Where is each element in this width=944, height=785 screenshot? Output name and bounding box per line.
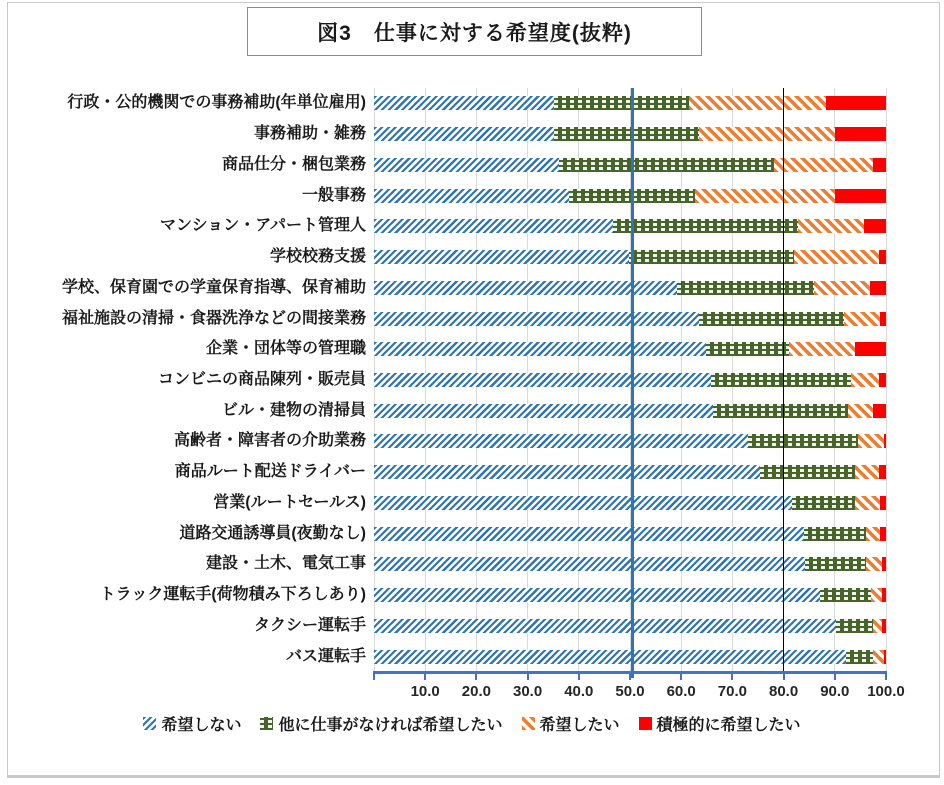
bar-segment [374,158,559,172]
bar-segment [846,650,874,664]
bar-segment [873,619,882,633]
category-label: 事務補助・雑務 [253,125,366,143]
bar-row [374,434,886,448]
bar-segment [792,496,854,510]
category-label: 営業(ルートセールス) [213,493,366,511]
bar-segment [884,434,886,448]
bar-segment [374,373,711,387]
bar-segment [629,250,794,264]
bar-segment [760,465,855,479]
bar-segment [855,465,879,479]
bar-segment [870,281,886,295]
legend-label: 希望したい [539,717,620,734]
bar-segment [374,434,748,448]
x-tick-label: 90.0 [820,683,850,700]
bar-segment [826,96,886,110]
bar-row [374,158,886,172]
category-label: 企業・団体等の管理職 [205,340,366,358]
x-tick-label: 80.0 [768,683,799,700]
bar-row [374,281,886,295]
bar-segment [804,527,866,541]
bar-segment [374,189,569,203]
bar-row [374,373,886,387]
bar-segment [880,527,886,541]
bar-segment [774,158,873,172]
bar-segment [882,557,886,571]
axis-tick [834,673,836,680]
bar-segment [884,650,886,664]
reference-line-blue [631,88,634,678]
category-label: 行政・公的機関での事務補助(年単位雇用) [67,94,366,112]
bar-segment [374,527,804,541]
bar-segment [695,189,835,203]
bar-segment [855,342,886,356]
bar-row [374,250,886,264]
legend-swatch-icon [522,717,535,730]
category-label: 商品仕分・梱包業務 [221,155,366,173]
axis-tick [578,673,580,680]
bar-segment [848,404,874,418]
bar-segment [864,219,886,233]
bar-segment [554,96,690,110]
bar-row [374,404,886,418]
bar-segment [374,465,760,479]
bar-segment [689,96,825,110]
bar-segment [374,650,846,664]
category-label: 商品ルート配送ドライバー [174,463,366,481]
x-tick-label: 40.0 [564,683,594,700]
category-label: コンビニの商品陳列・販売員 [157,371,366,388]
category-label: 学校校務支援 [269,248,366,266]
bar-segment [559,158,774,172]
chart-title: 図3 仕事に対する希望度(抜粋) [317,21,632,45]
x-tick-label: 50.0 [615,683,645,700]
axis-tick [424,673,426,680]
bar-segment [699,312,844,326]
bar-segment [374,342,706,356]
bar-row [374,189,886,203]
bar-segment [699,127,835,141]
bar-row [374,496,886,510]
legend-label: 他に仕事がなければ希望したい [278,717,503,734]
bar-row [374,527,886,541]
category-label: 高齢者・障害者の介助業務 [173,432,366,450]
plot-area [374,88,886,672]
category-label: 一般事務 [301,186,366,204]
legend-swatch-icon [260,717,273,730]
bar-segment [866,527,880,541]
bar-segment [374,250,629,264]
bar-segment [855,496,881,510]
category-label: マンション・アパート管理人 [159,217,366,235]
bar-segment [873,158,886,172]
bar-segment [711,373,851,387]
bar-segment [835,189,886,203]
bar-segment [748,434,858,448]
legend-item [143,712,241,735]
legend-item [522,712,620,735]
x-tick-label: 100.0 [867,683,905,700]
category-label: タクシー運転手 [253,616,366,634]
bar-row [374,96,886,110]
bar-segment [873,404,886,418]
x-tick-label: 60.0 [666,683,696,700]
category-label: 学校、保育園での学童保育指導、保育補助 [61,278,366,296]
bar-segment [858,434,884,448]
bar-segment [879,250,886,264]
bar-segment [374,557,805,571]
bar-segment [713,404,847,418]
legend-item [639,712,801,735]
axis-tick [373,673,375,680]
bar-row [374,465,886,479]
x-tick-label: 20.0 [461,683,491,700]
reference-line-black [783,88,785,672]
bar-row [374,619,886,633]
bar-segment [374,496,792,510]
bar-segment [706,342,788,356]
legend-label: 希望しない [161,717,242,734]
bar-segment [794,250,878,264]
x-tick-label: 10.0 [410,683,440,700]
bar-segment [374,127,554,141]
bar-row [374,219,886,233]
bar-segment [374,312,699,326]
bar-segment [844,312,880,326]
x-axis [374,670,905,704]
bar-segment [613,219,798,233]
legend-item [260,712,502,735]
category-label: ビル・建物の清掃員 [221,401,366,419]
bar-row [374,312,886,326]
bar-segment [882,588,886,602]
bar-segment [879,373,886,387]
chart-title-box [247,7,702,56]
bar-segment [805,557,866,571]
bar-row [374,127,886,141]
bar-row [374,650,886,664]
category-label: 建設・土木、電気工事 [205,555,366,573]
bar-segment [374,404,713,418]
category-label: 道路交通誘導員(夜勤なし) [179,524,366,542]
bar-segment [374,219,613,233]
bar-segment [820,588,871,602]
bar-segment [374,588,820,602]
bar-row [374,588,886,602]
bar-segment [374,619,836,633]
bar-row [374,557,886,571]
axis-tick [475,673,477,680]
bar-segment [871,588,882,602]
bar-segment [677,281,815,295]
x-tick-label: 30.0 [512,683,543,700]
legend [0,712,944,735]
bar-segment [873,650,884,664]
bar-segment [798,219,864,233]
legend-label: 積極的に希望したい [656,717,801,734]
bar-segment [814,281,869,295]
bar-segment [882,619,886,633]
axis-tick [527,673,529,680]
axis-tick [680,673,682,680]
category-label: 福祉施設の清掃・食器洗浄などの間接業務 [61,309,366,327]
bar-segment [835,127,886,141]
category-label: バス運転手 [285,647,366,665]
axis-tick [783,673,785,680]
bar-segment [554,127,699,141]
bar-segment [880,312,886,326]
category-axis [0,88,366,672]
bar-segment [866,557,882,571]
x-tick-label: 70.0 [717,683,747,700]
bar-segment [879,465,886,479]
bar-segment [880,496,886,510]
axis-tick [885,673,887,680]
axis-tick [731,673,733,680]
category-label: トラック運転手(荷物積み下ろしあり) [99,586,366,604]
axis-tick [629,673,631,680]
bar-segment [836,619,873,633]
legend-swatch-icon [639,717,652,730]
legend-swatch-icon [143,717,156,730]
bar-segment [374,96,554,110]
bar-segment [851,373,879,387]
bar-segment [789,342,855,356]
bar-row [374,342,886,356]
